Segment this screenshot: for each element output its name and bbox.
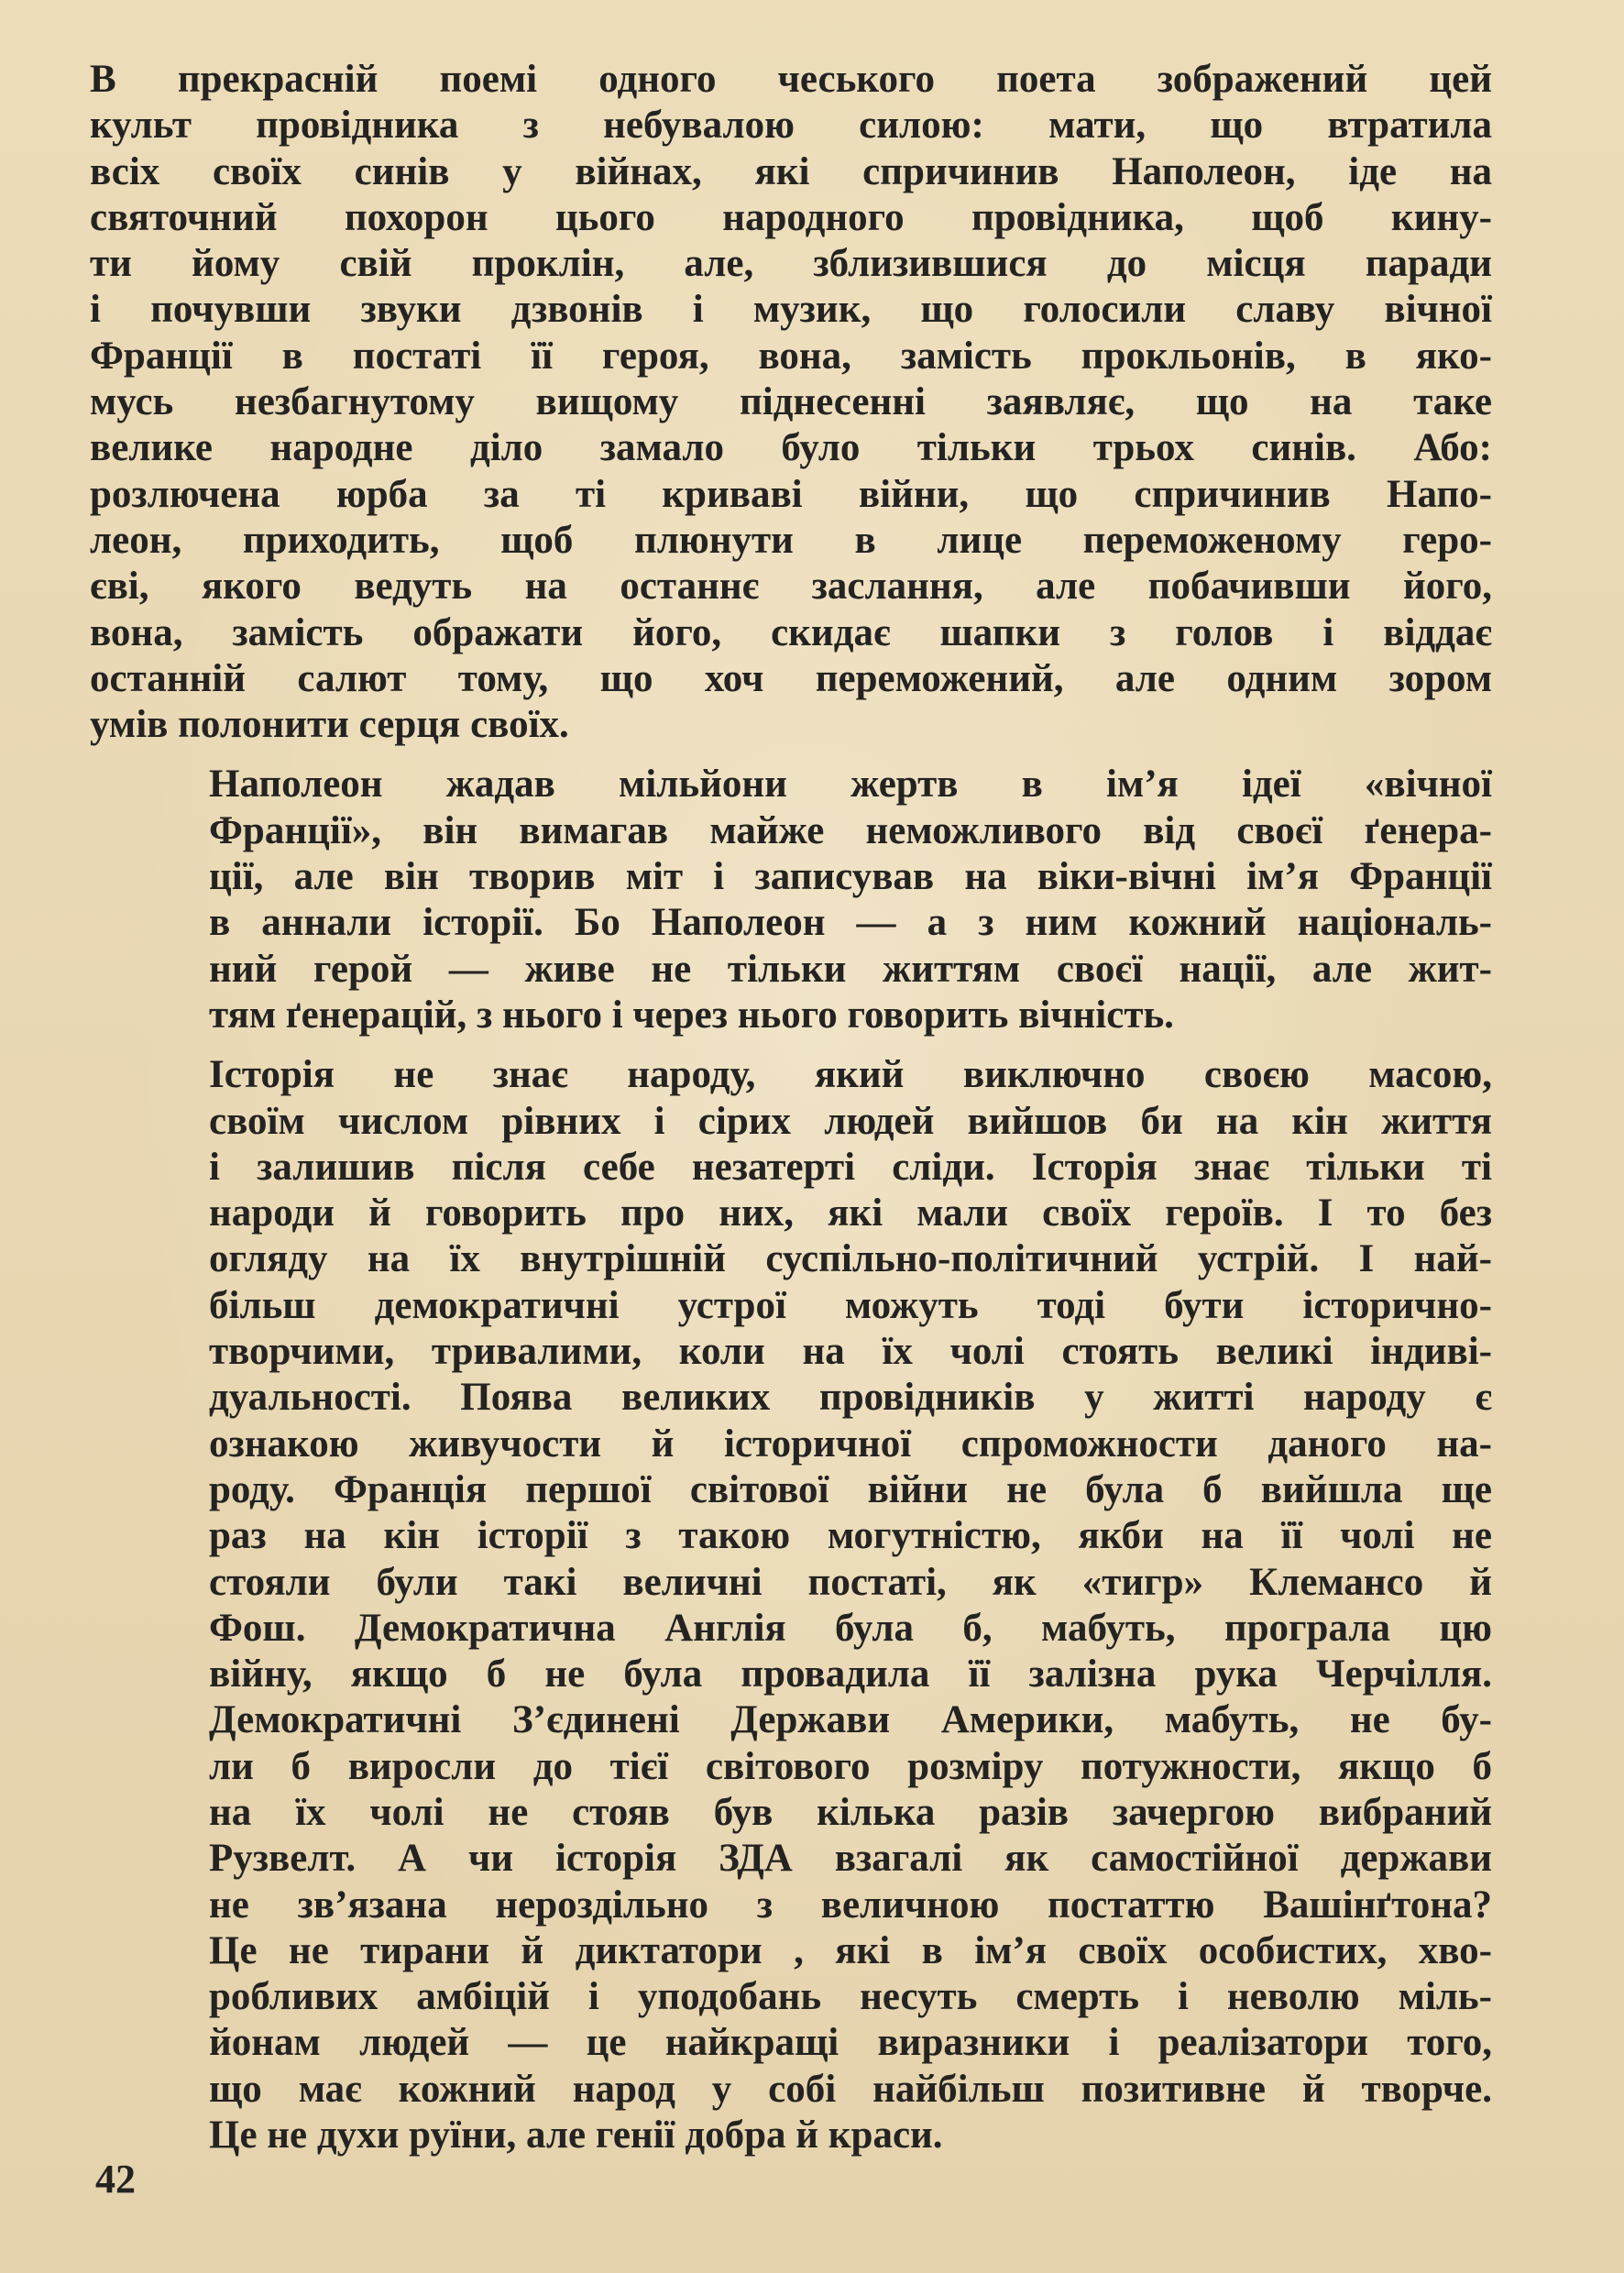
text-line: і почувши звуки дзвонів і музик, що голосили славу вічної [90, 288, 1492, 332]
text-line: ції, але він творив міт і записував на віки-вічні ім’я Франції [209, 855, 1492, 899]
text-line: що має кожний народ у собі найбільш позитивне й творче. [209, 2067, 1492, 2111]
text-line: на їх чолі не стояв був кілька разів зачергою вибраний [209, 1790, 1492, 1834]
text-line: культ провідника з небувалою силою: мати, що втратила [90, 104, 1492, 148]
text-line: ли б виросли до тієї світового розміру потужности, якщо б [209, 1744, 1492, 1788]
text-line: стояли були такі величні постаті, як «тигр» Клемансо й [209, 1560, 1492, 1604]
paragraph-3 [90, 1052, 1492, 2158]
paragraph-2 [90, 762, 1492, 1038]
text-line: мусь незбагнутому вищому піднесенні заявляє, що на таке [90, 380, 1492, 424]
page-number: 42 [95, 2157, 136, 2202]
text-line: огляду на їх внутрішній суспільно-політичний устрій. І най- [209, 1237, 1492, 1281]
text-line: Це не духи руїни, але генії добра й краси. [209, 2114, 943, 2158]
text-line: Франції», він вимагав майже неможливого від своєї ґенера- [209, 808, 1492, 852]
text-line: Демократичні З’єдинені Держави Америки, мабуть, не бу- [209, 1698, 1492, 1742]
text-line: умів полонити серця своїх. [90, 703, 569, 747]
text-line: велике народне діло замало було тільки трьох синів. Або: [90, 426, 1492, 470]
text-line: в аннали історії. Бо Наполеон — а з ним кожний національ- [209, 901, 1492, 945]
text-line: вона, замість ображати його, скидає шапки з голов і віддає [90, 610, 1492, 654]
text-line: робливих амбіцій і уподобань несуть смерть і неволю міль- [209, 1975, 1492, 2019]
text-line: Франції в постаті її героя, вона, замість прокльонів, в яко- [90, 334, 1492, 378]
text-line: єві, якого ведуть на останнє заслання, але побачивши його, [90, 565, 1492, 609]
text-line: Рузвелт. А чи історія ЗДА взагалі як самостійної держави [209, 1837, 1492, 1881]
text-line: творчими, тривалими, коли на їх чолі стоять великі індиві- [209, 1330, 1492, 1374]
text-line: дуальності. Поява великих провідників у житті народу є [209, 1376, 1492, 1420]
paragraph-1 [90, 57, 1492, 748]
text-line: останній салют тому, що хоч переможений, але одним зором [90, 656, 1492, 700]
text-line: раз на кін історії з такою могутністю, якби на її чолі не [209, 1514, 1492, 1558]
text-line: ознакою живучости й історичної спроможности даного на- [209, 1422, 1492, 1466]
text-line: Фош. Демократична Англія була б, мабуть, програла цю [209, 1606, 1492, 1650]
text-line: леон, приходить, щоб плюнути в лице переможеному геро- [90, 518, 1492, 562]
text-line: не зв’язана нероздільно з величною постаттю Вашінґтона? [209, 1883, 1492, 1927]
text-line: Історія не знає народу, який виключно своєю масою, [209, 1053, 1492, 1097]
text-line: народи й говорить про них, які мали своїх героїв. І то без [209, 1191, 1492, 1235]
text-line: ний герой — живе не тільки життям своєї нації, але жит- [209, 947, 1492, 991]
text-line: і залишив після себе незатерті сліди. Історія знає тільки ті [209, 1145, 1492, 1189]
text-line: ти йому свій проклін, але, зблизившися до місця паради [90, 242, 1492, 286]
text-line: В прекрасній поемі одного чеського поета зображений цей [90, 58, 1492, 101]
text-line: своїм числом рівних і сірих людей вийшов би на кін життя [209, 1099, 1492, 1143]
text-line: тям ґенерацій, з нього і через нього говорить вічність. [209, 993, 1174, 1037]
body-text [90, 57, 1492, 2158]
text-line: Наполеон жадав мільйони жертв в ім’я ідеї «вічної [209, 763, 1492, 807]
text-line: роду. Франція першої світової війни не була б вийшла ще [209, 1467, 1492, 1511]
text-line: Це не тирани й диктатори , які в ім’я своїх особистих, хво- [209, 1928, 1492, 1972]
text-line: війну, якщо б не була провадила її залізна рука Черчілля. [209, 1653, 1492, 1697]
text-line: всіх своїх синів у війнах, які спричинив Наполеон, іде на [90, 149, 1492, 193]
text-line: йонам людей — це найкращі виразники і реалізатори того, [209, 2021, 1492, 2065]
text-line: святочний похорон цього народного провідника, щоб кину- [90, 195, 1492, 239]
text-line: більш демократичні устрої можуть тоді бути історично- [209, 1283, 1492, 1327]
text-line: розлючена юрба за ті криваві війни, що спричинив Напо- [90, 472, 1492, 516]
